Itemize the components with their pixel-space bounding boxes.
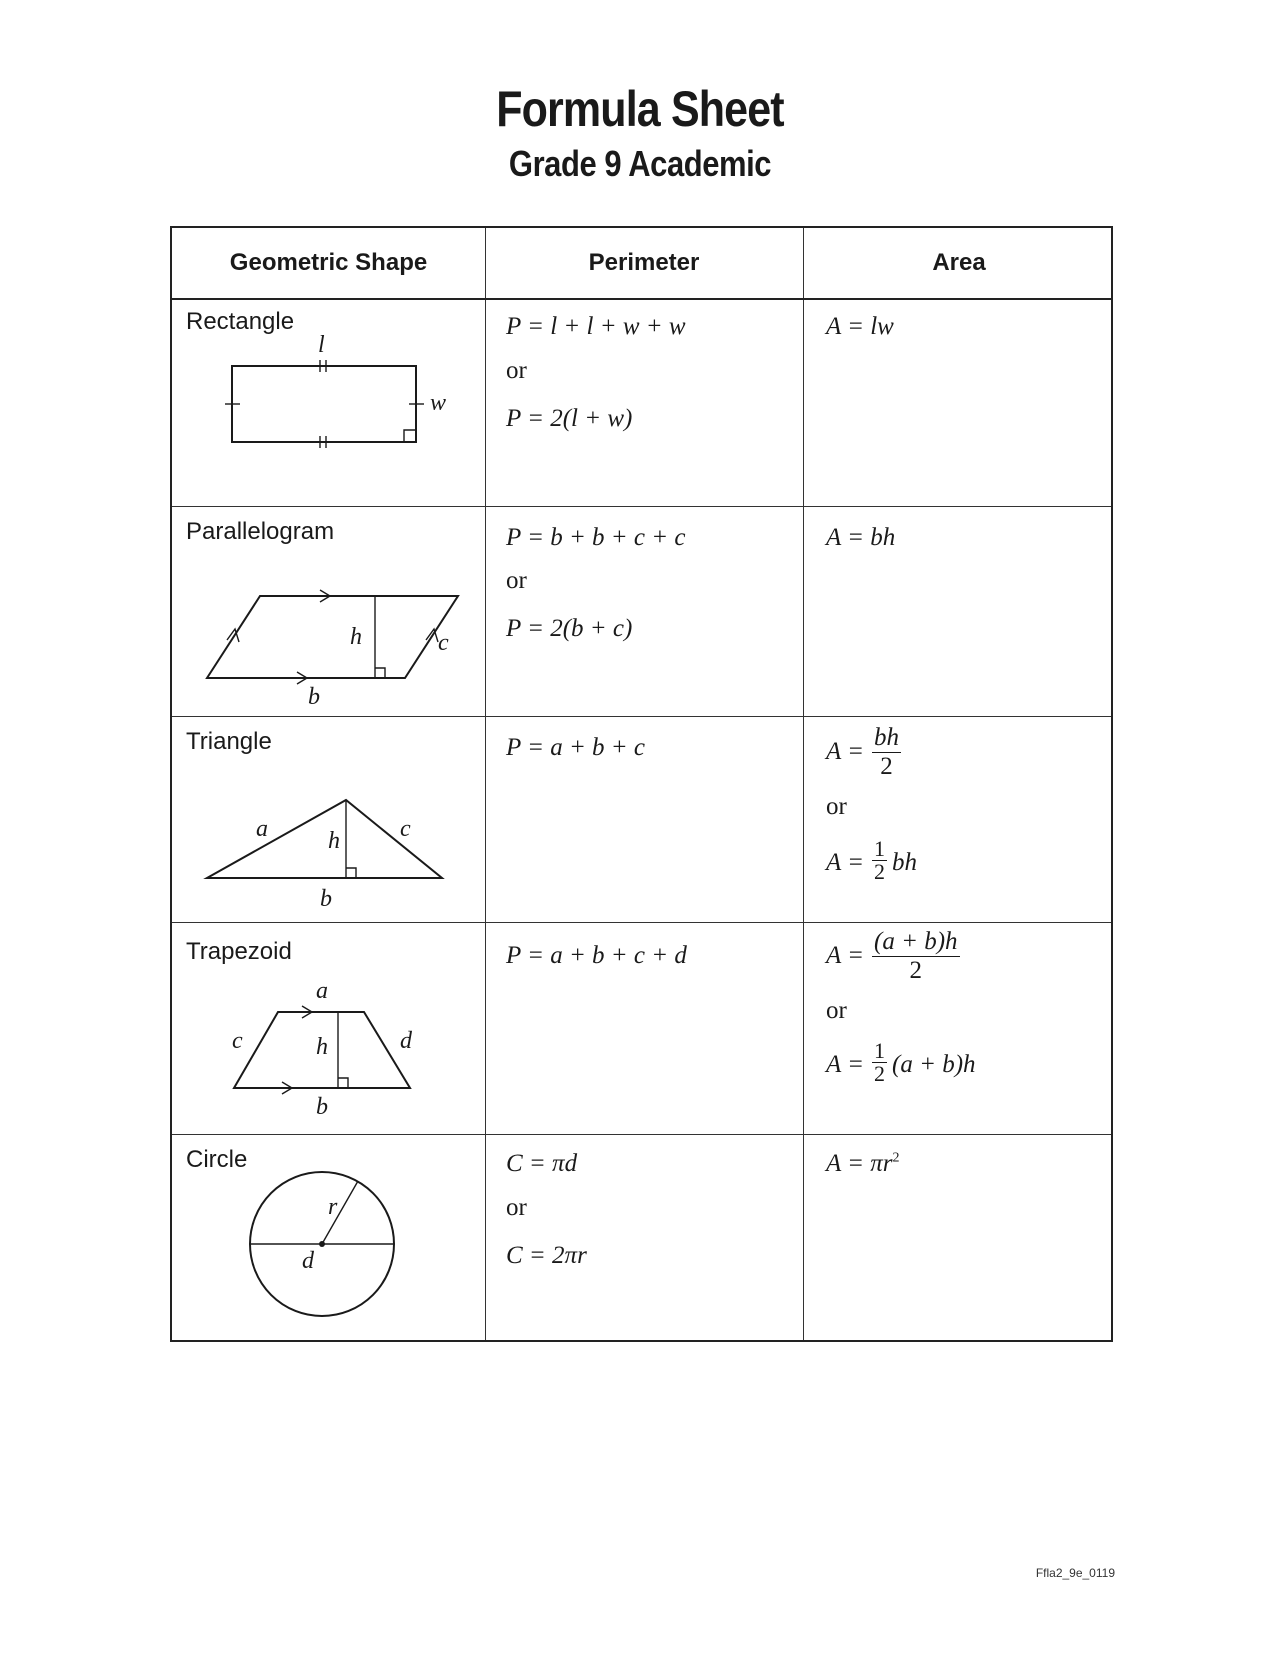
parallelogram-perimeter-formula: P = b + b + c + c <box>506 524 686 551</box>
row-divider <box>172 716 1111 717</box>
triangle-area-fraction <box>872 724 901 781</box>
rectangle-width-label: w <box>430 390 447 416</box>
parallelogram-figure <box>202 558 462 708</box>
shape-name-circle: Circle <box>186 1146 248 1173</box>
trapezoid-area-half-numerator: 1 <box>874 1038 885 1063</box>
document-code: Ffla2_9e_0119 <box>1035 1566 1115 1580</box>
shape-name-parallelogram: Parallelogram <box>186 518 335 545</box>
triangle-perimeter-formula: P = a + b + c <box>506 734 646 761</box>
parallelogram-side-label: c <box>438 630 449 656</box>
page-subtitle: Grade 9 Academic <box>508 143 772 184</box>
trapezoid-area-or: or <box>826 997 847 1024</box>
circle-area-base: A = πr <box>826 1150 893 1177</box>
parallelogram-height-label: h <box>350 624 362 650</box>
trapezoid-a-label: a <box>316 978 328 1004</box>
header-perimeter: Perimeter <box>588 249 700 276</box>
triangle-area-half <box>872 838 887 883</box>
shape-name-triangle: Triangle <box>186 728 272 755</box>
rectangle-length-label: l <box>318 332 325 358</box>
trapezoid-d-label: d <box>400 1028 412 1054</box>
row-divider <box>172 922 1111 923</box>
triangle-area-half-denominator: 2 <box>874 859 885 884</box>
formula-table <box>170 226 1113 1342</box>
shape-name-rectangle: Rectangle <box>186 308 295 335</box>
circle-circumference-alt-formula: C = 2πr <box>506 1242 587 1269</box>
trapezoid-area-fraction <box>872 928 960 985</box>
header-geometric-shape: Geometric Shape <box>229 249 428 276</box>
rectangle-perimeter-formula: P = l + l + w + w <box>506 313 686 340</box>
triangle-area-denominator: 2 <box>880 753 893 780</box>
circle-area-formula <box>826 1150 899 1178</box>
header-area: Area <box>932 249 986 276</box>
trapezoid-area-numerator: (a + b)h <box>874 928 958 955</box>
parallelogram-perimeter-or: or <box>506 567 527 594</box>
triangle-figure <box>202 758 462 908</box>
parallelogram-base-label: b <box>308 684 320 708</box>
shape-name-trapezoid: Trapezoid <box>186 938 292 965</box>
trapezoid-figure <box>222 954 442 1114</box>
column-divider <box>803 228 804 1340</box>
trapezoid-area-half <box>872 1040 887 1085</box>
rectangle-perimeter-alt-formula: P = 2(l + w) <box>506 405 633 432</box>
trapezoid-b-label: b <box>316 1094 328 1114</box>
row-divider <box>172 506 1111 507</box>
parallelogram-area-formula: A = bh <box>826 524 896 551</box>
trapezoid-area-prefix: A = <box>826 942 864 969</box>
header-divider <box>172 298 1111 300</box>
triangle-area-or: or <box>826 793 847 820</box>
circle-circumference-formula: C = πd <box>506 1150 578 1177</box>
triangle-h-label: h <box>328 828 340 854</box>
trapezoid-area-alt-prefix: A = <box>826 1051 864 1078</box>
trapezoid-area-half-denominator: 2 <box>874 1061 885 1086</box>
rectangle-area-formula: A = lw <box>826 313 894 340</box>
circle-figure <box>242 1164 402 1324</box>
triangle-area-numerator: bh <box>874 724 899 751</box>
triangle-b-label: b <box>320 886 332 908</box>
circle-area-exponent: 2 <box>892 1150 900 1166</box>
trapezoid-area-alt-suffix: (a + b)h <box>892 1051 976 1078</box>
triangle-area-alt-prefix: A = <box>826 849 864 876</box>
trapezoid-area-denominator: 2 <box>909 957 923 984</box>
trapezoid-c-label: c <box>232 1028 243 1054</box>
rectangle-perimeter-or: or <box>506 357 527 384</box>
triangle-area-half-numerator: 1 <box>874 836 885 861</box>
circle-diameter-label: d <box>302 1248 314 1274</box>
circle-circumference-or: or <box>506 1194 527 1221</box>
triangle-a-label: a <box>256 816 268 842</box>
parallelogram-perimeter-alt-formula: P = 2(b + c) <box>506 615 633 642</box>
trapezoid-perimeter-formula: P = a + b + c + d <box>506 942 687 969</box>
circle-radius-label: r <box>328 1194 338 1220</box>
row-divider <box>172 1134 1111 1135</box>
triangle-area-alt-suffix: bh <box>892 849 917 876</box>
triangle-area-prefix: A = <box>826 738 864 765</box>
column-divider <box>485 228 486 1340</box>
rectangle-figure <box>212 326 452 476</box>
page-title: Formula Sheet <box>496 81 784 137</box>
triangle-c-label: c <box>400 816 411 842</box>
trapezoid-h-label: h <box>316 1034 328 1060</box>
